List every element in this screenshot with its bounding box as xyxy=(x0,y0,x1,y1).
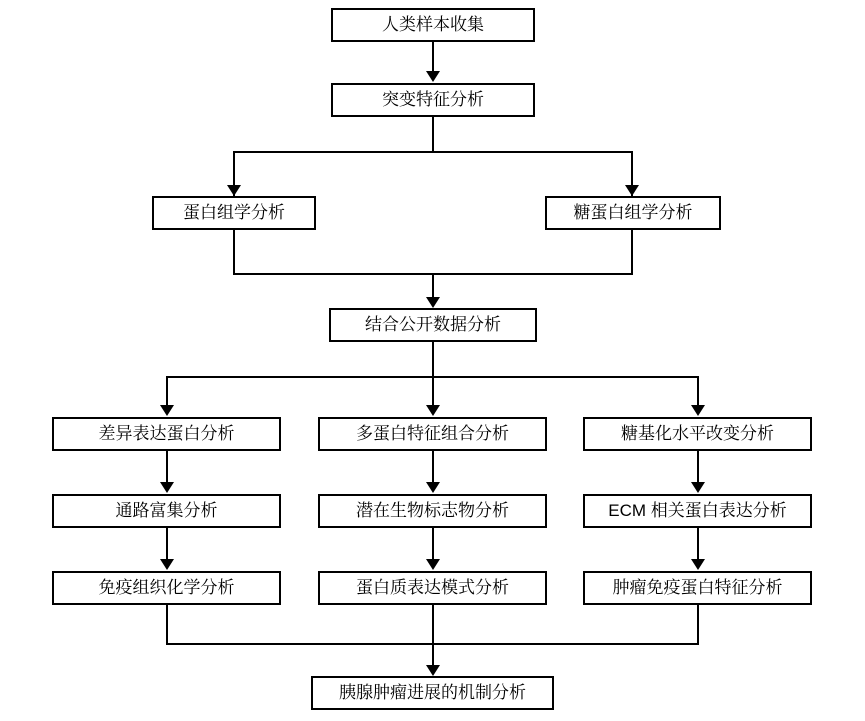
node-immunohistochemistry-analysis[interactable] xyxy=(52,571,281,605)
node-label: 胰腺肿瘤进展的机制分析 xyxy=(339,682,526,702)
connector-merge-n5 xyxy=(432,273,434,298)
bus-top-horizontal xyxy=(233,151,633,153)
node-label: 潜在生物标志物分析 xyxy=(356,500,509,520)
arrowhead-final-n15 xyxy=(426,665,440,676)
node-label: ECM 相关蛋白表达分析 xyxy=(608,500,787,520)
arrowhead-n7-n10 xyxy=(426,482,440,493)
node-public-data-integration-analysis[interactable] xyxy=(329,308,537,342)
node-label: 免疫组织化学分析 xyxy=(98,577,235,597)
arrowhead-n1-n2 xyxy=(426,71,440,82)
connector-n9-n12 xyxy=(166,528,168,560)
connector-bus-n8-down xyxy=(697,376,699,406)
connector-n4-down xyxy=(631,230,633,275)
node-potential-biomarker-analysis[interactable] xyxy=(318,494,547,528)
node-pathway-enrichment-analysis[interactable] xyxy=(52,494,281,528)
arrowhead-n8-n11 xyxy=(691,482,705,493)
node-differentially-expressed-protein-analysis[interactable] xyxy=(52,417,281,451)
node-label: 人类样本收集 xyxy=(382,14,484,34)
node-label: 蛋白质表达模式分析 xyxy=(356,577,509,597)
node-glycosylation-change-analysis[interactable] xyxy=(583,417,812,451)
node-label: 差异表达蛋白分析 xyxy=(98,423,235,443)
arrowhead-n9-n12 xyxy=(160,559,174,570)
node-label: 糖蛋白组学分析 xyxy=(573,202,693,222)
node-label: 突变特征分析 xyxy=(382,89,484,109)
connector-final-n15 xyxy=(432,643,434,666)
connector-n3-down xyxy=(233,230,235,275)
node-mutation-signature-analysis[interactable] xyxy=(331,83,535,117)
node-label: 结合公开数据分析 xyxy=(365,314,501,334)
node-label: 通路富集分析 xyxy=(115,500,218,520)
node-protein-expression-pattern-analysis[interactable] xyxy=(318,571,547,605)
node-ecm-protein-expression-analysis[interactable] xyxy=(583,494,812,528)
arrowhead-merge-n5 xyxy=(426,297,440,308)
connector-n8-n11 xyxy=(697,451,699,483)
arrowhead-bus-n8 xyxy=(691,405,705,416)
node-tumor-immune-protein-signature-analysis[interactable] xyxy=(583,571,812,605)
connector-n2-bus xyxy=(432,117,434,152)
arrowhead-bus-n4 xyxy=(625,185,639,196)
connector-n5-bus xyxy=(432,342,434,377)
connector-bus-n7-down xyxy=(432,376,434,406)
connector-n11-n14 xyxy=(697,528,699,560)
connector-n12-down xyxy=(166,605,168,645)
arrowhead-n10-n13 xyxy=(426,559,440,570)
node-proteomics-analysis[interactable] xyxy=(152,196,316,230)
connector-n6-n9 xyxy=(166,451,168,483)
arrowhead-bus-n7 xyxy=(426,405,440,416)
node-pancreatic-tumor-progression-mechanism-analysis[interactable] xyxy=(311,676,554,710)
node-glycoproteomics-analysis[interactable] xyxy=(545,196,721,230)
arrowhead-bus-n6 xyxy=(160,405,174,416)
arrowhead-n11-n14 xyxy=(691,559,705,570)
node-label: 多蛋白特征组合分析 xyxy=(356,423,509,443)
node-label: 糖基化水平改变分析 xyxy=(621,423,774,443)
connector-n13-down xyxy=(432,605,434,645)
node-human-sample-collection[interactable] xyxy=(331,8,535,42)
connector-n1-n2 xyxy=(432,42,434,72)
node-label: 肿瘤免疫蛋白特征分析 xyxy=(612,577,783,597)
connector-n14-down xyxy=(697,605,699,645)
connector-n7-n10 xyxy=(432,451,434,483)
connector-bus-n6-down xyxy=(166,376,168,406)
arrowhead-n6-n9 xyxy=(160,482,174,493)
node-multi-protein-signature-analysis[interactable] xyxy=(318,417,547,451)
arrowhead-bus-n3 xyxy=(227,185,241,196)
connector-n10-n13 xyxy=(432,528,434,560)
node-label: 蛋白组学分析 xyxy=(183,202,285,222)
